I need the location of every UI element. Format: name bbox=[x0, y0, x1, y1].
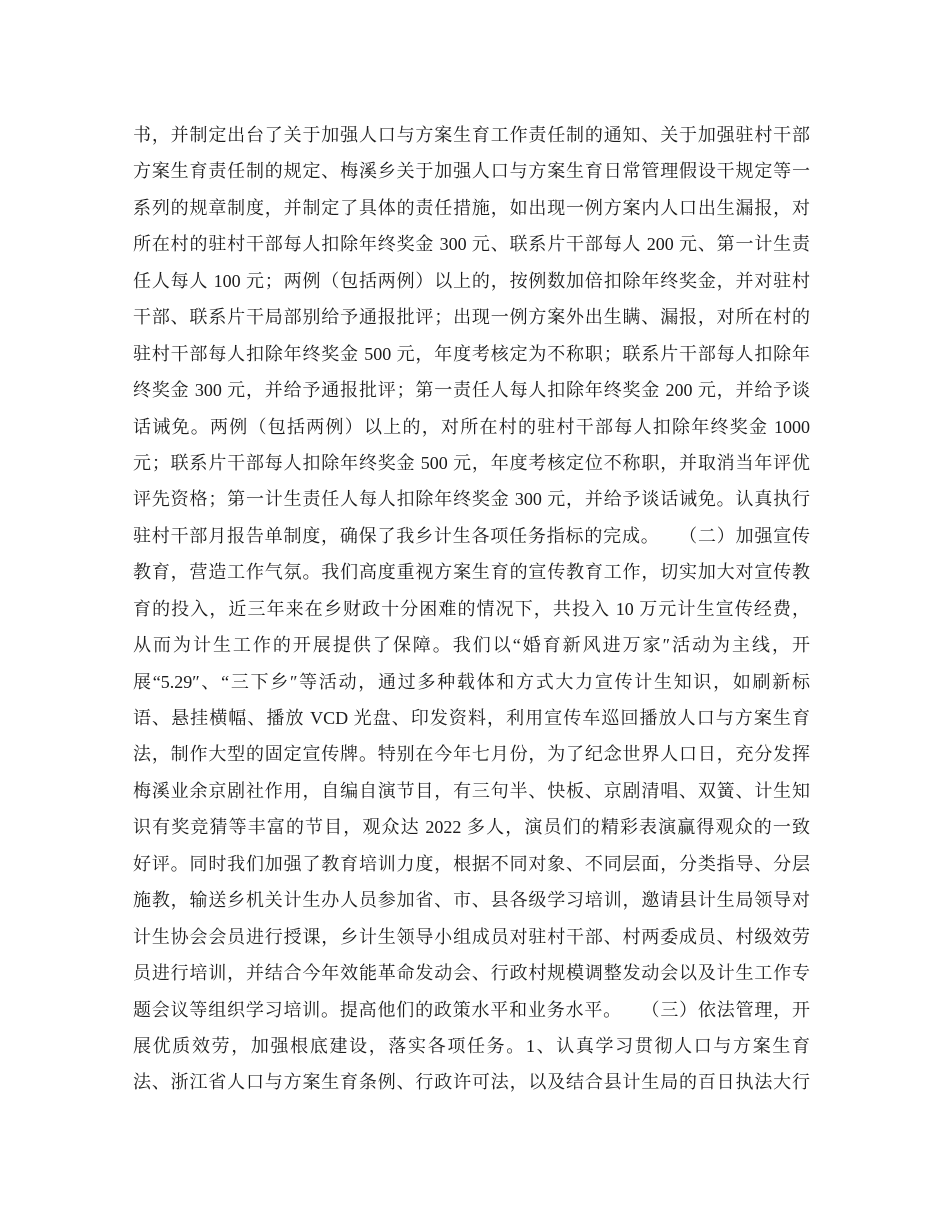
text-line: 终奖金 300 元，并给予通报批评；第一责任人每人扣除年终奖金 200 元，并给予谈 bbox=[133, 380, 810, 401]
text-line: 书，并制定出台了关于加强人口与方案生育工作责任制的通知、关于加强驻村干部 bbox=[133, 125, 810, 145]
text-line: 任人每人 100 元；两例（包括两例）以上的，按例数加倍扣除年终奖金，并对驻村 bbox=[133, 270, 810, 291]
text-line: 驻村干部月报告单制度，确保了我乡计生各项任务指标的完成。 （二）加强宣传 bbox=[133, 525, 810, 546]
text-line: 施教，输送乡机关计生办人员参加省、市、县各级学习培训，邀请县计生局领导对 bbox=[133, 890, 810, 911]
text-line: 员进行培训，并结合今年效能革命发动会、行政村规模调整发动会以及计生工作专 bbox=[133, 963, 810, 984]
text-line: 方案生育责任制的规定、梅溪乡关于加强人口与方案生育日常管理假设干规定等一 bbox=[133, 161, 810, 182]
document-text-block bbox=[133, 117, 810, 1101]
text-line: 题会议等组织学习培训。提高他们的政策水平和业务水平。 （三）依法管理，开 bbox=[133, 999, 810, 1020]
text-line: 从而为计生工作的开展提供了保障。我们以“婚育新风进万家″活动为主线，开 bbox=[133, 635, 810, 656]
text-line: 展“5.29″、“三下乡″等活动，通过多种载体和方式大力宣传计生知识，如刷新标 bbox=[133, 671, 810, 692]
text-line: 系列的规章制度，并制定了具体的责任措施，如出现一例方案内人口出生漏报，对 bbox=[133, 197, 810, 218]
text-line: 元；联系片干部每人扣除年终奖金 500 元，年度考核定位不称职，并取消当年评优 bbox=[133, 452, 810, 473]
text-line: 评先资格；第一计生责任人每人扣除年终奖金 300 元，并给予谈话诫免。认真执行 bbox=[133, 489, 810, 510]
text-line: 计生协会会员进行授课，乡计生领导小组成员对驻村干部、村两委成员、村级效劳 bbox=[133, 926, 810, 947]
text-line: 展优质效劳，加强根底建设，落实各项任务。1、认真学习贯彻人口与方案生育 bbox=[133, 1035, 810, 1056]
text-line: 识有奖竞猜等丰富的节目，观众达 2022 多人，演员们的精彩表演赢得观众的一致 bbox=[133, 817, 810, 838]
text-line: 干部、联系片干局部别给予通报批评；出现一例方案外出生瞒、漏报，对所在村的 bbox=[133, 307, 810, 328]
text-line: 语、悬挂横幅、播放 VCD 光盘、印发资料，利用宣传车巡回播放人口与方案生育 bbox=[133, 708, 810, 728]
text-line: 法、浙江省人口与方案生育条例、行政许可法，以及结合县计生局的百日执法大行 bbox=[133, 1072, 810, 1093]
text-line: 教育，营造工作气氛。我们高度重视方案生育的宣传教育工作，切实加大对宣传教 bbox=[133, 562, 810, 583]
text-line: 话诫免。两例（包括两例）以上的，对所在村的驻村干部每人扣除年终奖金 1000 bbox=[133, 416, 810, 437]
text-line: 好评。同时我们加强了教育培训力度，根据不同对象、不同层面，分类指导、分层 bbox=[133, 853, 810, 874]
text-line: 梅溪业余京剧社作用，自编自演节目，有三句半、快板、京剧清唱、双簧、计生知 bbox=[133, 780, 810, 801]
text-line: 驻村干部每人扣除年终奖金 500 元，年度考核定为不称职；联系片干部每人扣除年 bbox=[133, 343, 810, 364]
text-line: 法，制作大型的固定宣传牌。特别在今年七月份，为了纪念世界人口日，充分发挥 bbox=[133, 744, 810, 765]
text-line: 所在村的驻村干部每人扣除年终奖金 300 元、联系片干部每人 200 元、第一计生责 bbox=[133, 234, 810, 255]
text-line: 育的投入，近三年来在乡财政十分困难的情况下，共投入 10 万元计生宣传经费， bbox=[133, 598, 810, 619]
